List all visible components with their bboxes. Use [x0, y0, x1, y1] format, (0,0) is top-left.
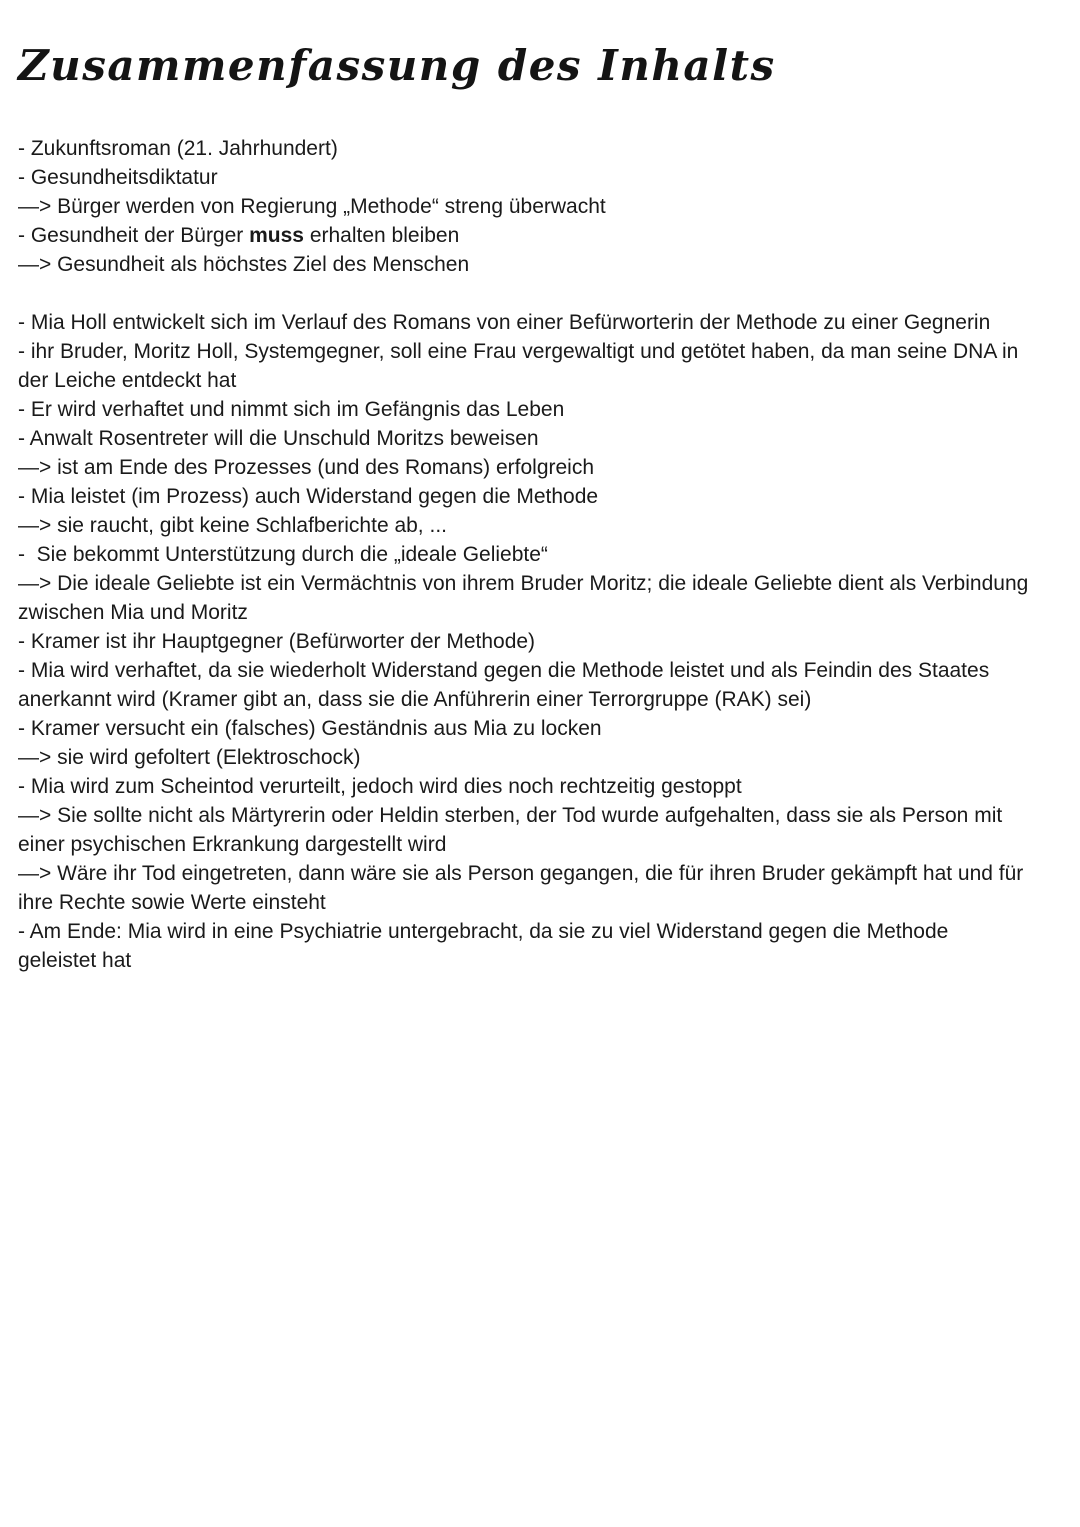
text-segment: - Gesundheitsdiktatur — [18, 166, 218, 189]
text-segment: - Kramer ist ihr Hauptgegner (Befürworter der Methode) — [18, 630, 536, 653]
text-segment: - Mia wird verhaftet, da sie wiederholt Widerstand gegen die Methode leistet und als Feindin des Staates anerkannt wird (Kramer gibt an, dass sie die Anführerin einer Terrorgruppe (RAK) sei) — [18, 659, 996, 711]
text-segment: —> Gesundheit als höchstes Ziel des Menschen — [18, 253, 470, 276]
text-segment: —> Bürger werden von Regierung „Methode“ streng überwacht — [18, 195, 606, 218]
text-segment: - ihr Bruder, Moritz Holl, Systemgegner, soll eine Frau vergewaltigt und getötet haben, da man seine DNA in der Leiche entdeckt hat — [18, 340, 1025, 392]
text-segment: - Am Ende: Mia wird in eine Psychiatrie untergebracht, da sie zu viel Widerstand gegen die Methode geleistet hat — [18, 920, 955, 972]
text-segment: - Er wird verhaftet und nimmt sich im Gefängnis das Leben — [18, 398, 565, 421]
text-segment: - Mia wird zum Scheintod verurteilt, jedoch wird dies noch rechtzeitig gestoppt — [18, 775, 742, 798]
text-line — [18, 743, 1032, 772]
document-body — [18, 134, 1035, 975]
text-segment: - Zukunftsroman (21. Jahrhundert) — [18, 137, 338, 160]
text-segment: - Gesundheit der Bürger — [18, 224, 250, 247]
text-segment: —> ist am Ende des Prozesses (und des Romans) erfolgreich — [18, 456, 595, 479]
text-segment: —> Die ideale Geliebte ist ein Vermächtnis von ihrem Bruder Moritz; die ideale Geliebte dient als Verbindung zwischen Mia und Moritz — [18, 572, 1035, 624]
text-segment: —> sie wird gefoltert (Elektroschock) — [18, 746, 361, 769]
text-line — [18, 511, 1032, 540]
text-segment: - Anwalt Rosentreter will die Unschuld Moritzs beweisen — [18, 427, 539, 450]
text-line — [18, 134, 1032, 163]
text-segment: - Kramer versucht ein (falsches) Geständnis aus Mia zu locken — [18, 717, 602, 740]
text-line — [18, 453, 1032, 482]
text-segment: - Sie bekommt Unterstützung durch die „ideale Geliebte“ — [18, 543, 548, 566]
text-line — [18, 192, 1032, 221]
text-line — [18, 772, 1032, 801]
page-title: Zusammenfassung des Inhalts — [18, 41, 776, 90]
blank-line — [18, 279, 1032, 308]
text-line — [18, 250, 1032, 279]
emphasized-text: muss — [249, 224, 304, 247]
text-line — [18, 482, 1032, 511]
text-line — [18, 569, 1035, 627]
text-line — [18, 917, 1032, 975]
text-line — [18, 859, 1032, 917]
text-line — [18, 395, 1032, 424]
text-line — [18, 540, 1032, 569]
text-segment: - Mia Holl entwickelt sich im Verlauf des Romans von einer Befürworterin der Methode zu einer Gegnerin — [18, 311, 991, 334]
text-segment: —> Wäre ihr Tod eingetreten, dann wäre sie als Person gegangen, die für ihren Bruder gekämpft hat und für ihre Rechte sowie Werte einsteht — [18, 862, 1030, 914]
text-segment: —> sie raucht, gibt keine Schlafberichte ab, ... — [18, 514, 447, 537]
text-segment: —> Sie sollte nicht als Märtyrerin oder Heldin sterben, der Tod wurde aufgehalten, dass sie als Person mit einer psychischen Erkrankung dargestellt wird — [18, 804, 1009, 856]
text-line — [18, 221, 1032, 250]
text-line — [18, 627, 1032, 656]
text-line — [18, 714, 1032, 743]
text-line — [18, 337, 1032, 395]
text-line — [18, 308, 1032, 337]
text-line — [18, 656, 1032, 714]
text-line — [18, 801, 1032, 859]
text-line — [18, 163, 1032, 192]
text-segment: - Mia leistet (im Prozess) auch Widerstand gegen die Methode — [18, 485, 599, 508]
text-segment: erhalten bleiben — [303, 224, 460, 247]
text-line — [18, 424, 1032, 453]
